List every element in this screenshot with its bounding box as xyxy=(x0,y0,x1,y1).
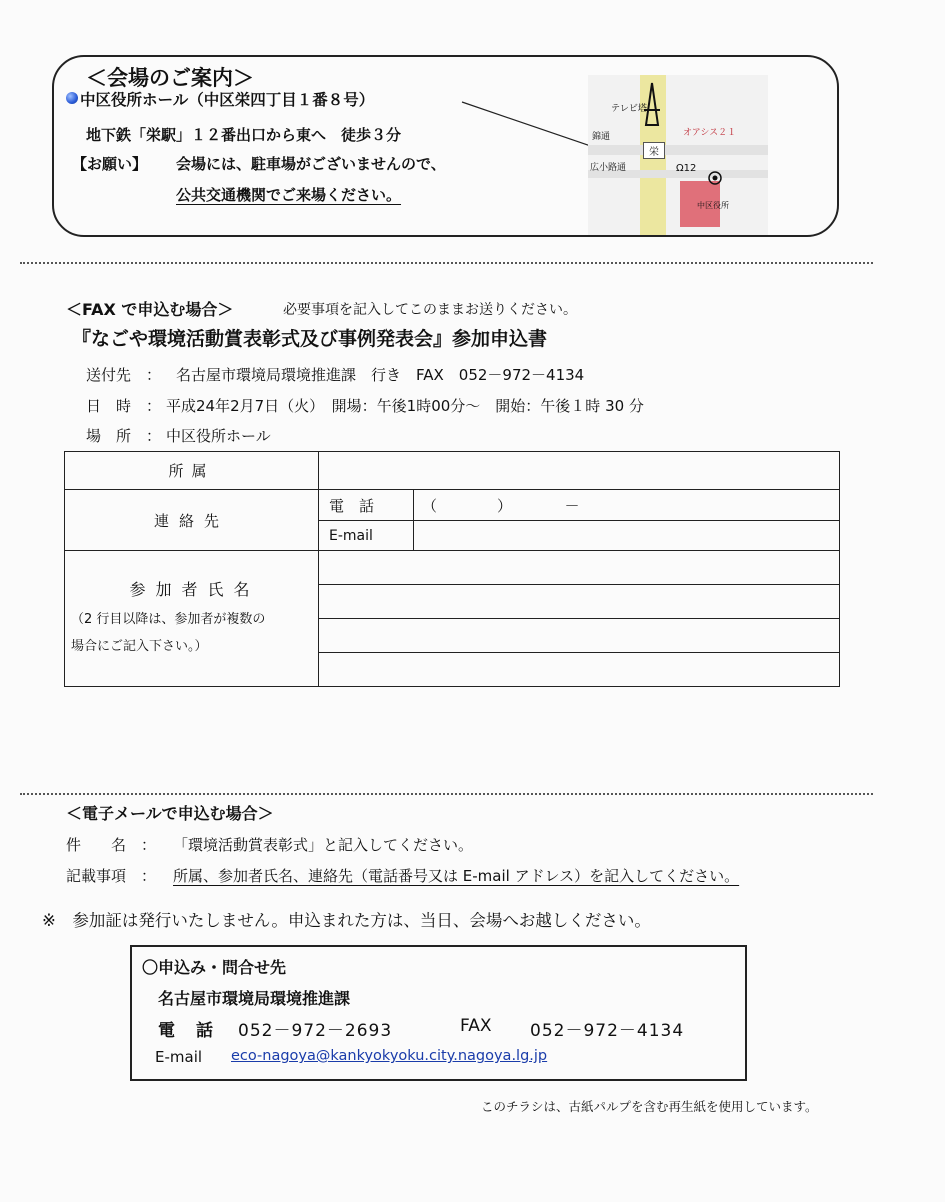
venue-hall: 中区役所ホール（中区栄四丁目１番８号） xyxy=(80,91,375,109)
map-cross-road xyxy=(588,145,768,155)
participants-note-1: （2 行目以降は、参加者が複数の xyxy=(71,612,266,627)
form-title: 『なごや環境活動賞表彰式及び事例発表会』参加申込書 xyxy=(72,328,548,350)
map-label-ward-office: 中区役所 xyxy=(697,201,729,210)
map-label-tv-tower: テレビ塔 xyxy=(611,104,647,114)
fax-note: 必要事項を記入してこのままお送りください。 xyxy=(283,302,577,318)
venue-access: 地下鉄「栄駅」１２番出口から東へ 徒歩３分 xyxy=(86,126,402,144)
subject-label: 件 名 ： xyxy=(66,836,157,854)
request-label: 【お願い】 xyxy=(72,155,148,173)
request-line-2: 公共交通機関でご来場ください。 xyxy=(176,186,402,204)
phone-label: 電 話 xyxy=(319,490,414,521)
participant-row-4[interactable] xyxy=(319,653,840,687)
participants-note-2: 場合にご記入下さい。） xyxy=(71,639,208,654)
request-line-1: 会場には、駐車場がございませんので、 xyxy=(176,155,446,173)
venue-heading: ＜会場のご案内＞ xyxy=(86,66,254,90)
bullet-dot-icon xyxy=(66,92,78,104)
notice-text: ※ 参加証は発行いたしません。申込まれた方は、当日、会場へお越しください。 xyxy=(42,911,651,930)
venue-map xyxy=(588,75,768,235)
place-value: 中区役所ホール xyxy=(166,427,271,445)
dest-label: 送付先 ： xyxy=(86,366,162,384)
contact-label: 連絡先 xyxy=(65,490,319,551)
contact-org: 名古屋市環境局環境推進課 xyxy=(158,989,351,1008)
email-label: E-mail xyxy=(319,521,414,551)
items-value: 所属、参加者氏名、連絡先（電話番号又は E-mail アドレス）を記入してください。 xyxy=(173,867,740,885)
email-input[interactable] xyxy=(414,521,840,551)
separator-middle xyxy=(20,793,873,795)
participants-label: 参加者氏名 xyxy=(129,580,260,599)
contact-phone: 052－972－2693 xyxy=(238,1021,393,1041)
date-label: 日 時 ： xyxy=(86,397,162,415)
contact-fax-label: FAX xyxy=(460,1016,492,1036)
phone-input[interactable]: （ ） － xyxy=(414,490,840,521)
contact-email-label: E-mail xyxy=(155,1048,203,1066)
dest-value: 名古屋市環境局環境推進課 行き FAX 052－972－4134 xyxy=(176,366,585,384)
items-label: 記載事項 ： xyxy=(66,867,157,885)
map-label-exit: Ω12 xyxy=(676,163,697,174)
participant-row-3[interactable] xyxy=(319,619,840,653)
fax-heading: ＜FAX で申込む場合＞ xyxy=(66,300,234,319)
affiliation-label: 所属 xyxy=(65,452,319,490)
participant-row-1[interactable] xyxy=(319,551,840,585)
email-heading: ＜電子メールで申込む場合＞ xyxy=(66,804,274,823)
contact-email-link[interactable]: eco-nagoya@kankyokyoku.city.nagoya.lg.jp xyxy=(231,1048,548,1064)
date-value: 平成24年2月7日（火） 開場：午後1時00分～ 開始：午後１時 30 分 xyxy=(166,397,644,415)
map-label-oasis: オアシス２１ xyxy=(683,128,737,138)
footer-recycled-note: このチラシは、古紙パルプを含む再生紙を使用しています。 xyxy=(481,1099,818,1114)
contact-fax: 052－972－4134 xyxy=(530,1021,685,1041)
participants-cell xyxy=(65,551,319,687)
contact-phone-label: 電 話 xyxy=(158,1021,215,1041)
map-label-hirokoji: 広小路通 xyxy=(590,163,627,173)
subject-value: 「環境活動賞表彰式」と記入してください。 xyxy=(173,836,474,854)
place-label: 場 所 ： xyxy=(86,427,162,445)
separator-top xyxy=(20,262,873,264)
participant-row-2[interactable] xyxy=(319,585,840,619)
map-label-sakae: 栄 xyxy=(643,142,665,159)
application-form-table xyxy=(64,451,840,687)
map-label-nishiki: 錦通 xyxy=(592,132,611,142)
affiliation-input[interactable] xyxy=(319,452,840,490)
contact-heading: 〇申込み・問合せ先 xyxy=(142,958,287,977)
